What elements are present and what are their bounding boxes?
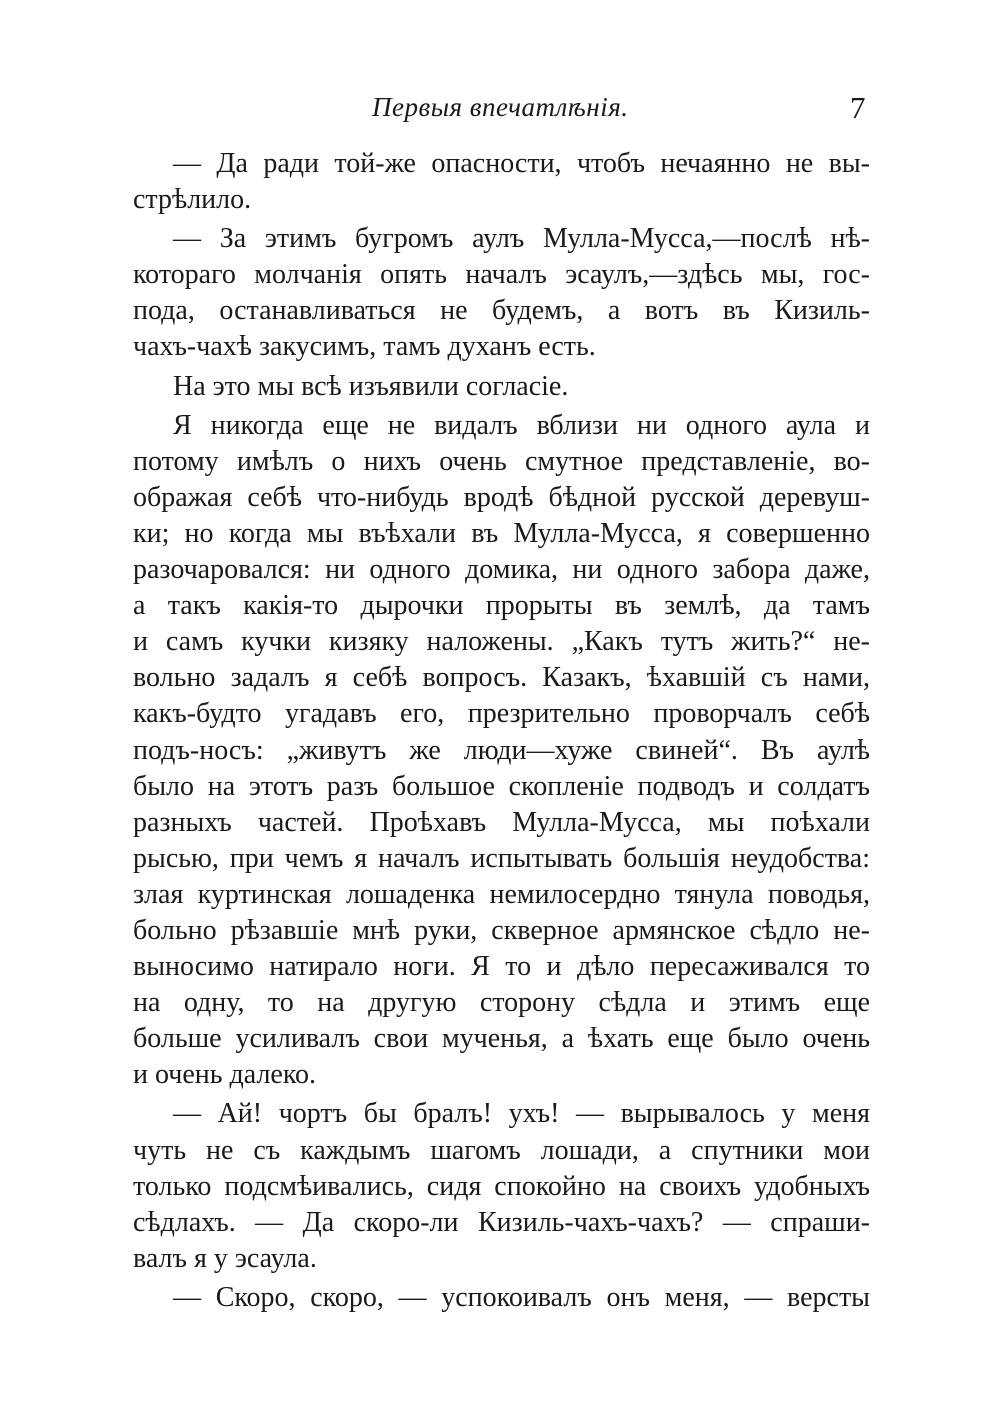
text-line: и очень далеко. xyxy=(133,1059,317,1091)
text-line: было на этотъ разъ большое скопленіе подводъ и солдатъ xyxy=(133,770,870,802)
text-line: ображая себѣ что-нибудь вродѣ бѣдной русской деревуш- xyxy=(133,481,870,513)
text-line: а такъ какія-то дырочки прорыты въ землѣ, да тамъ xyxy=(133,590,870,622)
text-line: разныхъ частей. Проѣхавъ Мулла-Мусса, мы поѣхали xyxy=(133,806,870,838)
text-line: валъ я у эсаула. xyxy=(133,1242,317,1274)
text-line: и самъ кучки кизяку наложены. „Какъ тутъ жить?“ не- xyxy=(133,626,870,658)
text-line: только подсмѣивались, сидя спокойно на своихъ удобныхъ xyxy=(133,1170,870,1202)
text-line: — За этимъ бугромъ аулъ Мулла-Мусса,—послѣ нѣ- xyxy=(173,223,870,255)
text-line: разочаровался: ни одного домика, ни одного забора даже, xyxy=(133,554,870,586)
text-line: больше усиливалъ свои мученья, а ѣхать еще было очень xyxy=(133,1023,870,1055)
text-line: рысью, при чемъ я началъ испытывать большія неудобства: xyxy=(133,842,870,874)
text-line: сѣдлахъ. — Да скоро-ли Кизиль-чахъ-чахъ? — спраши- xyxy=(133,1206,870,1238)
text-line: чахъ-чахѣ закусимъ, тамъ духанъ есть. xyxy=(133,331,596,363)
text-line: какъ-будто угадавъ его, презрительно проворчалъ себѣ xyxy=(133,698,870,730)
text-line: вольно задалъ я себѣ вопросъ. Казакъ, ѣхавшій съ нами, xyxy=(133,662,870,694)
text-line: котораго молчанія опять началъ эсаулъ,—здѣсь мы, гос- xyxy=(133,259,870,291)
text-line: стрѣлило. xyxy=(133,184,252,216)
text-line: — Да ради той-же опасности, чтобъ нечаянно не вы- xyxy=(173,148,870,179)
text-line: выносимо натирало ноги. Я то и дѣло пересаживался то xyxy=(133,951,870,983)
text-line: На это мы всѣ изъявили согласіе. xyxy=(173,370,569,402)
text-line: Я никогда еще не видалъ вблизи ни одного аула и xyxy=(173,409,870,441)
text-line: подъ-носъ: „живутъ же люди—хуже свиней“. Въ аулѣ xyxy=(133,734,870,766)
text-line: злая куртинская лошаденка немилосердно тянула поводья, xyxy=(133,878,870,910)
text-line: чуть не съ каждымъ шагомъ лошади, а спутники мои xyxy=(133,1134,870,1166)
text-line: — Скоро, скоро, — успокоивалъ онъ меня, — версты xyxy=(173,1281,870,1313)
running-title: Первыя впечатлѣнія. xyxy=(372,92,629,122)
text-line: на одну, то на другую сторону сѣдла и этимъ еще xyxy=(133,987,870,1019)
text-line: ки; но когда мы въѣхали въ Мулла-Мусса, я совершенно xyxy=(133,517,870,549)
page-number: 7 xyxy=(850,90,866,125)
text-line: потому имѣлъ о нихъ очень смутное представленіе, во- xyxy=(133,445,870,477)
text-line: пода, останавливаться не будемъ, а вотъ въ Кизиль- xyxy=(133,295,870,327)
text-line: — Ай! чортъ бы бралъ! ухъ! — вырывалось у меня xyxy=(173,1098,870,1130)
body-text xyxy=(133,146,870,1316)
text-line: больно рѣзавшіе мнѣ руки, скверное армянское сѣдло не- xyxy=(133,914,870,946)
